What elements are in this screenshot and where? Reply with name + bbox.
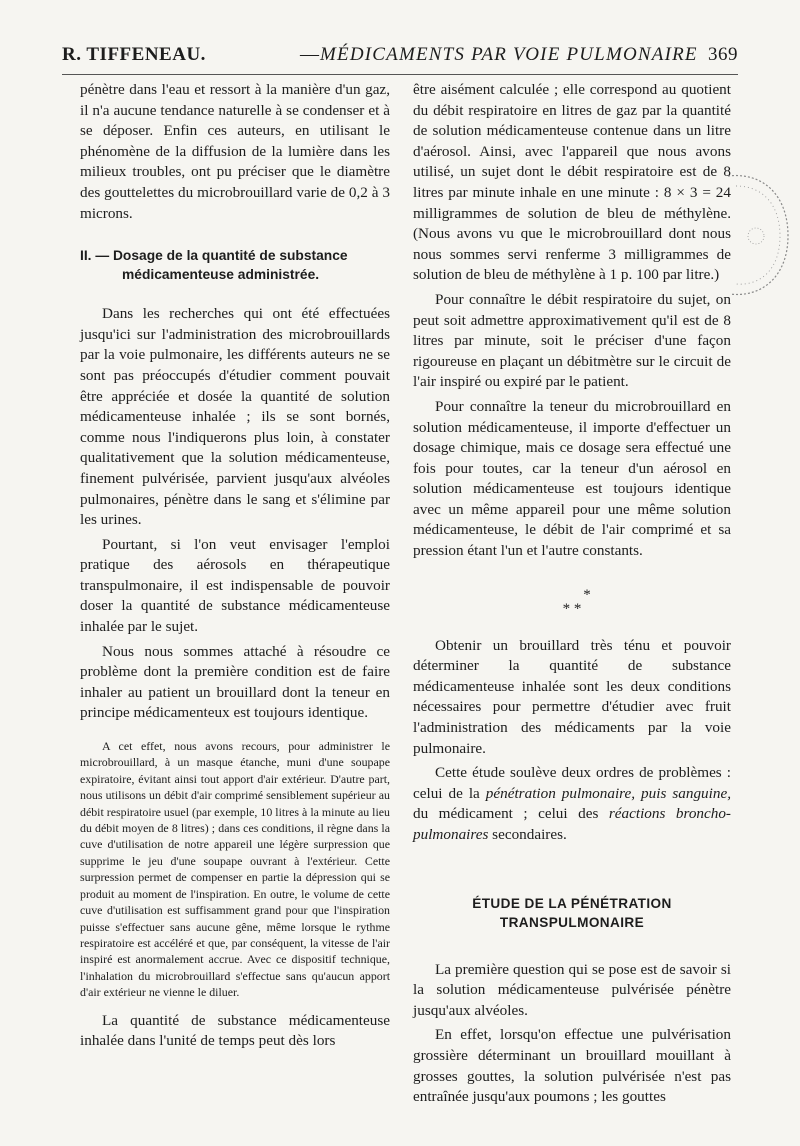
note-text: A cet effet, nous avons recours, pour administrer le microbrouillard, à un masque étanche, muni d'une soupape expiratoire, évitant ainsi tout apport d'air extérieur. D'autre part, nous utilisons un débit d'air comprimé sensiblement supérieur au débit respiratoire usuel (par exemple, 10 litres à la minute au lieu du débit moyen de 8 litres) ; dans ces conditions, il règne dans la cuve d'utilisation de notre appareil une légère surpression que supprime le jeu d'une soupape ouvrant à l'extérieur. Cette surpression permet de compenser en partie la dépression qui se produit au moment de l'inspiration. En outre, le volume de cette cuve d'utilisation est suffisamment grand pour que l'inspiration puisse s'effectuer sans aucune gêne, même lorsque le rythme respiratoire est accéléré et que, par conséquent, la vitesse de l'air inspiré est anormalement accrue. Avec ce dispositif technique, l'inhalation du microbrouillard s'effectue sans qu'aucun apport d'air extérieur ne vienne le diluer.: [80, 739, 390, 1000]
paragraph-quantite: La quantité de substance médicamenteuse inhalée dans l'unité de temps peut dès lors: [80, 1011, 390, 1050]
paragraph-premiere-question: La première question qui se pose est de savoir si la solution médicamenteuse pulvérisée pénètre jusqu'aux alvéoles.: [413, 960, 731, 1019]
text-run: du médicament ; celui des: [413, 805, 609, 823]
paragraph-intro: pénètre dans l'eau et ressort à la manière d'un gaz, il n'a aucune tendance naturelle à se condenser et à se déposer. Enfin ces auteurs, en utilisant le phénomène de la diffusion de la lumière dans les milieux troubles, ont pu préciser que le diamètre des gouttelettes du microbrouillard varie de 0,2 à 3 microns.: [80, 81, 390, 222]
paragraph-en-effet: En effet, lorsqu'on effectue une pulvérisation grossière déterminant un brouillard mouillant à grosses gouttes, la solution pulvérisée n'est pas entraînée jusqu'aux poumons ; les gouttes: [413, 1026, 731, 1106]
header-separator: —: [300, 44, 320, 65]
asterism-top: *: [583, 586, 591, 603]
paragraph-pourtant: Pourtant, si l'on veut envisager l'emploi pratique des aérosols en thérapeutique transpulmonaire, il est indispensable de pouvoir doser la quantité de substance médicamenteuse inhalée par le sujet.: [80, 535, 390, 636]
text-run: Cette étude soulève deux ordres de problèmes : celui de la: [413, 764, 731, 802]
section-heading-line2: médicamenteuse administrée.: [122, 267, 320, 283]
paragraph-attache: Nous nous sommes attaché à résoudre ce problème dont la première condition est de faire inhaler au patient un brouillard dont la teneur en principe médicamenteux est toujours identique.: [80, 642, 390, 722]
library-stamp: [722, 172, 792, 300]
running-header: [62, 40, 738, 75]
section-heading-dosage: [80, 246, 390, 284]
page-number: 369: [708, 44, 738, 65]
paragraph-recherches: Dans les recherches qui ont été effectuées jusqu'ici sur l'administration des microbrouillards par la voie pulmonaire, les différents auteurs ne se sont pas préoccupés d'étudier comment pouvait être appréciée et dosée la quantité de solution médicamenteuse inhalée ; ils se sont bornés, comme nous l'indiquerons plus loin, à constater qualitativement que la solution médicamenteuse, finement pulvérisée, parvient jusqu'aux alvéoles pulmonaires, pénètre dans le sang et s'élimine par les urines.: [80, 305, 390, 529]
header-title: MÉDICAMENTS PAR VOIE PULMONAIRE: [320, 44, 698, 65]
paragraph-teneur: Pour connaître la teneur du microbrouillard en solution médicamenteuse, il importe d'effectuer un dosage chimique, mais ce dosage sera effectué une fois pour toutes, car la teneur d'un aérosol en solution médicamenteuse est toujours identique avec un même appareil pour une même solution médicamenteuse, le débit de l'air comprimé et sa pression étant l'un et l'autre constants.: [413, 397, 731, 560]
left-column: [80, 80, 390, 1052]
asterism-separator: [413, 588, 731, 616]
study-heading-line2: TRANSPULMONAIRE: [499, 914, 645, 930]
header-author: R. TIFFENEAU.: [62, 44, 206, 65]
emphasis-penetration: pénétration pulmonaire, puis sanguine,: [485, 784, 732, 802]
section-heading-line1: II. — Dosage de la quantité de substance: [80, 248, 348, 264]
emphasis-reactions: réactions broncho-pulmonaires: [413, 805, 731, 843]
text-run: secondaires.: [488, 826, 567, 843]
section-heading-penetration: [413, 894, 731, 932]
asterism-bottom: * *: [562, 600, 582, 617]
right-column: [413, 80, 731, 1108]
paragraph-obtenir: Obtenir un brouillard très ténu et pouvoir déterminer la quantité de substance médicamenteuse inhalée sont les deux conditions nécessaires pour permettre d'étudier avec fruit l'administration des médicaments par la voie pulmonaire.: [413, 636, 731, 757]
paragraph-continuation: être aisément calculée ; elle correspond au quotient du débit respiratoire en litres de gaz par la quantité de solution médicamenteuse contenue dans un litre d'aérosol. Ainsi, avec l'appareil que nous avons utilisé, un sujet dont le débit respiratoire est de 8 litres par minute inhale en une minute : 8 × 3 = 24 milligrammes de solution de bleu de méthylène. (Nous avons vu que le microbrouillard dont nous nous sommes servi renferme 3 milligrammes de solution de bleu de méthylène à 1 p. 100 par litre.): [413, 81, 731, 284]
study-heading-line1: ÉTUDE DE LA PÉNÉTRATION: [472, 895, 672, 911]
technical-note: [80, 738, 390, 1001]
paragraph-etude-problemes: [413, 763, 731, 845]
paragraph-debit-respiratoire: Pour connaître le débit respiratoire du sujet, on peut soit admettre approximativement qu'il est de 8 litres par minute, soit le préciser d'une façon rigoureuse en plaçant un débitmètre sur le circuit de l'air inspiré ou expiré par le patient.: [413, 290, 731, 391]
